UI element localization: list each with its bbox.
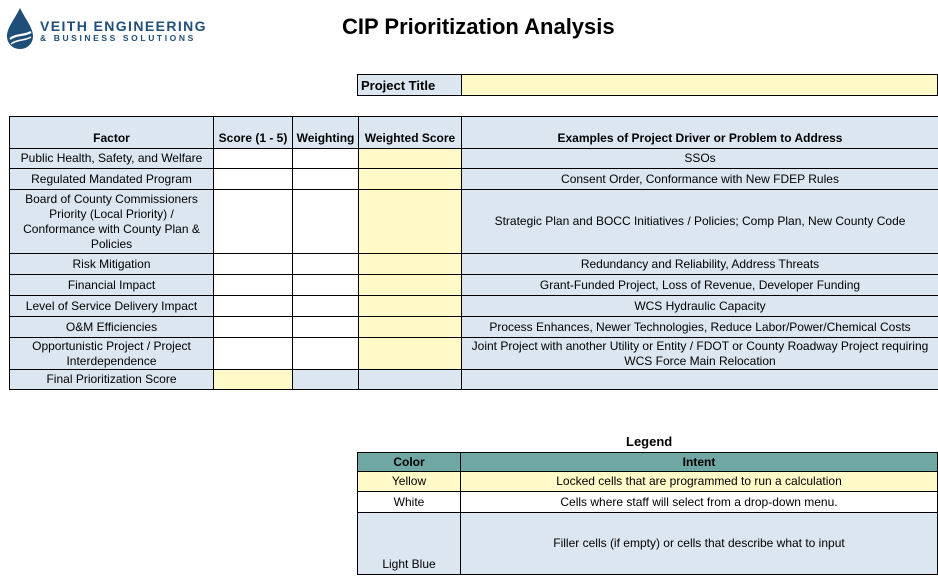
score-cell[interactable] [214, 317, 293, 338]
example-cell: Consent Order, Conformance with New FDEP Rules [462, 169, 938, 190]
factor-cell: Opportunistic Project / Project Interdependence [10, 338, 214, 370]
table-row [10, 317, 938, 338]
factor-cell: Regulated Mandated Program [10, 169, 214, 190]
weighted-score-cell [359, 338, 462, 370]
project-title-table [357, 74, 938, 96]
score-cell[interactable] [214, 169, 293, 190]
weighted-score-cell [359, 317, 462, 338]
project-title-field[interactable] [462, 75, 938, 96]
factor-cell: Level of Service Delivery Impact [10, 296, 214, 317]
filler-cell [462, 370, 938, 390]
header-score: Score (1 - 5) [214, 117, 293, 149]
legend-header-intent: Intent [461, 453, 938, 472]
example-cell: Joint Project with another Utility or Entity / FDOT or County Roadway Project requiring WCS Force Main Relocation [462, 338, 938, 370]
final-score-label: Final Prioritization Score [10, 370, 214, 390]
weighting-cell[interactable] [293, 275, 359, 296]
weighted-score-cell [359, 149, 462, 169]
factor-cell: Public Health, Safety, and Welfare [10, 149, 214, 169]
weighted-score-cell [359, 296, 462, 317]
table-row [10, 338, 938, 370]
page-title: CIP Prioritization Analysis [342, 14, 615, 39]
legend-color-name: Light Blue [358, 513, 461, 575]
header-weighting: Weighting [293, 117, 359, 149]
legend-row [358, 513, 938, 575]
header-weighted-score: Weighted Score [359, 117, 462, 149]
table-row [10, 190, 938, 254]
table-row [10, 275, 938, 296]
weighting-cell[interactable] [293, 149, 359, 169]
score-cell[interactable] [214, 338, 293, 370]
example-cell: Grant-Funded Project, Loss of Revenue, Developer Funding [462, 275, 938, 296]
final-score-value [214, 370, 293, 390]
weighted-score-cell [359, 169, 462, 190]
example-cell: SSOs [462, 149, 938, 169]
legend-header-color: Color [358, 453, 461, 472]
table-row [10, 296, 938, 317]
legend-row [358, 492, 938, 513]
company-logo [4, 6, 244, 50]
legend-intent: Cells where staff will select from a drop-down menu. [461, 492, 938, 513]
score-cell[interactable] [214, 296, 293, 317]
example-cell: Strategic Plan and BOCC Initiatives / Policies; Comp Plan, New County Code [462, 190, 938, 254]
factor-cell: Risk Mitigation [10, 254, 214, 275]
weighted-score-cell [359, 254, 462, 275]
legend-table [357, 452, 938, 575]
header-examples: Examples of Project Driver or Problem to Address [462, 117, 938, 149]
prioritization-table [9, 116, 938, 390]
filler-cell [359, 370, 462, 390]
weighting-cell[interactable] [293, 296, 359, 317]
final-score-row [10, 370, 938, 390]
weighted-score-cell [359, 275, 462, 296]
factor-cell: O&M Efficiencies [10, 317, 214, 338]
logo-text-primary: VEITH ENGINEERING [40, 18, 207, 34]
example-cell: Redundancy and Reliability, Address Threats [462, 254, 938, 275]
weighting-cell[interactable] [293, 190, 359, 254]
table-row [10, 169, 938, 190]
example-cell: WCS Hydraulic Capacity [462, 296, 938, 317]
header-factor: Factor [10, 117, 214, 149]
table-row [10, 149, 938, 169]
example-cell: Process Enhances, Newer Technologies, Reduce Labor/Power/Chemical Costs [462, 317, 938, 338]
score-cell[interactable] [214, 254, 293, 275]
legend-color-name: Yellow [358, 472, 461, 492]
factor-cell: Financial Impact [10, 275, 214, 296]
legend-title: Legend [626, 434, 673, 449]
weighting-cell[interactable] [293, 254, 359, 275]
logo-text-secondary: & BUSINESS SOLUTIONS [40, 33, 196, 43]
project-title-label: Project Title [358, 75, 462, 96]
water-drop-icon [4, 6, 36, 50]
weighting-cell[interactable] [293, 317, 359, 338]
weighting-cell[interactable] [293, 169, 359, 190]
legend-intent: Filler cells (if empty) or cells that describe what to input [461, 513, 938, 575]
filler-cell [293, 370, 359, 390]
score-cell[interactable] [214, 190, 293, 254]
weighting-cell[interactable] [293, 338, 359, 370]
legend-intent: Locked cells that are programmed to run a calculation [461, 472, 938, 492]
weighted-score-cell [359, 190, 462, 254]
legend-row [358, 472, 938, 492]
score-cell[interactable] [214, 149, 293, 169]
table-row [10, 254, 938, 275]
factor-cell: Board of County Commissioners Priority (Local Priority) / Conformance with County Plan & Policies [10, 190, 214, 254]
legend-color-name: White [358, 492, 461, 513]
score-cell[interactable] [214, 275, 293, 296]
